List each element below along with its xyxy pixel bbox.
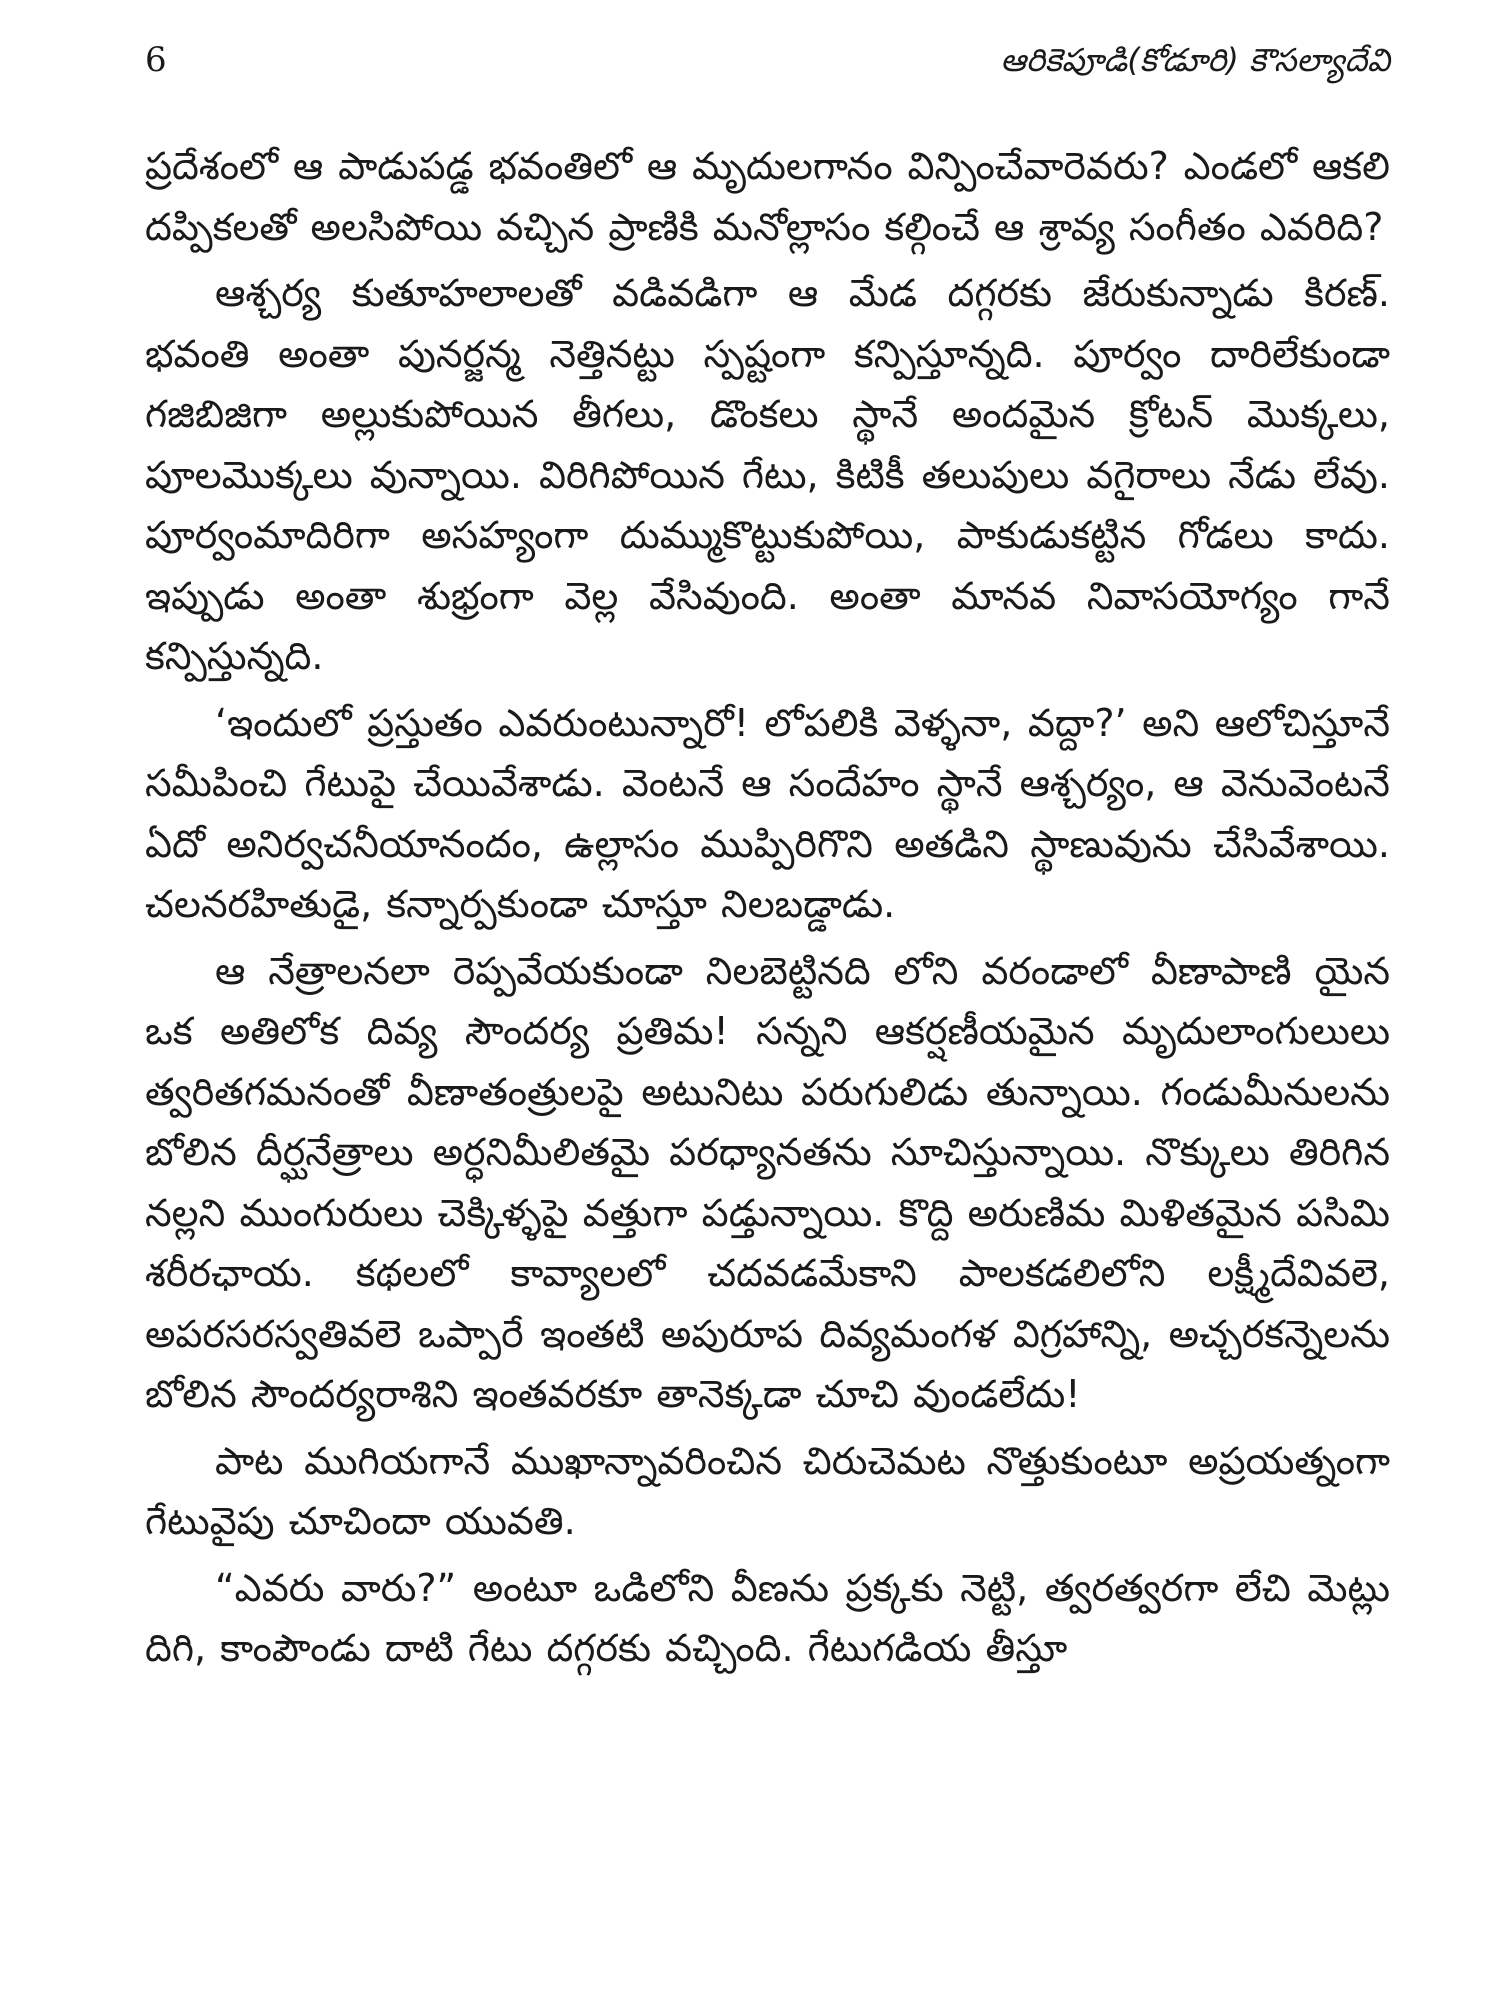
paragraph: ‘ఇందులో ప్రస్తుతం ఎవరుంటున్నారో! లోపలికి వెళ్ళనా, వద్దా?’ అని ఆలోచిస్తూనే సమీపించి గేటుపై చేయివేశాడు. వెంటనే ఆ సందేహం స్థానే ఆశ్చర్యం, ఆ వెనువెంటనే ఏదో అనిర్వచనీయానందం, ఉల్లాసం ముప్పిరిగొని అతడిని స్థాణువును చేసివేశాయి. చలనరహితుడై, కన్నార్పకుండా చూస్తూ నిలబడ్డాడు. xyxy=(145,700,1390,926)
paragraph: ఆశ్చర్య కుతూహలాలతో వడివడిగా ఆ మేడ దగ్గరకు జేరుకున్నాడు కిరణ్. భవంతి అంతా పునర్జన్మ నెత్తినట్టు స్పష్టంగా కన్పిస్తూన్నది. పూర్వం దారిలేకుండా గజిబిజిగా అల్లుకుపోయిన తీగలు, డొంకలు స్థానే అందమైన క్రోటన్ మొక్కలు, పూలమొక్కలు వున్నాయి. విరిగిపోయిన గేటు, కిటికీ తలుపులు వగైరాలు నేడు లేవు. పూర్వంమాదిరిగా అసహ్యంగా దుమ్ముకొట్టుకుపోయి, పాకుడుకట్టిన గోడలు కాదు. ఇప్పుడు అంతా శుభ్రంగా వెల్ల వేసివుంది. అంతా మానవ నివాసయోగ్యం గానే కన్పిస్తున్నది. xyxy=(145,271,1390,678)
running-head: ఆరికెపూడి(కోడూరి) కౌసల్యాదేవి xyxy=(1000,41,1390,79)
paragraph: “ఎవరు వారు?” అంటూ ఒడిలోని వీణను ప్రక్కకు నెట్టి, త్వరత్వరగా లేచి మెట్లు దిగి, కాంపౌండు దాటి గేటు దగ్గరకు వచ్చింది. గేటుగడియ తీస్తూ xyxy=(145,1565,1390,1670)
body-text xyxy=(145,136,1390,1679)
paragraph: ఆ నేత్రాలనలా రెప్పవేయకుండా నిలబెట్టినది లోని వరండాలో వీణాపాణి యైన ఒక అతిలోక దివ్య సౌందర్య ప్రతిమ! సన్నని ఆకర్షణీయమైన మృదులాంగులులు త్వరితగమనంతో వీణాతంత్రులపై అటునిటు పరుగులిడు తున్నాయి. గండుమీనులను బోలిన దీర్ఘనేత్రాలు అర్ధనిమీలితమై పరధ్యానతను సూచిస్తున్నాయి. నొక్కులు తిరిగిన నల్లని ముంగురులు చెక్కిళ్ళపై వత్తుగా పడ్తున్నాయి. కొద్ది అరుణిమ మిళితమైన పసిమి శరీరఛాయ. కథలలో కావ్యాలలో చదవడమేకాని పాలకడలిలోని లక్ష్మీదేవివలె, అపరసరస్వతివలె ఒప్పారే ఇంతటి అపురూప దివ్యమంగళ విగ్రహాన్ని, అచ్చరకన్నెలను బోలిన సౌందర్యరాశిని ఇంతవరకూ తానెక్కడా చూచి వుండలేదు! xyxy=(145,948,1390,1416)
paragraph: ప్రదేశంలో ఆ పాడుపడ్డ భవంతిలో ఆ మృదులగానం విన్పించేవారెవరు? ఎండలో ఆకలి దప్పికలతో అలసిపోయి వచ్చిన ప్రాణికి మనోల్లాసం కల్గించే ఆ శ్రావ్య సంగీతం ఎవరిది? xyxy=(145,144,1390,249)
page-header xyxy=(145,40,1390,110)
page-number: 6 xyxy=(145,40,167,80)
paragraph: పాట ముగియగానే ముఖాన్నావరించిన చిరుచెమట నొత్తుకుంటూ అప్రయత్నంగా గేటువైపు చూచిందా యువతి. xyxy=(145,1438,1390,1543)
